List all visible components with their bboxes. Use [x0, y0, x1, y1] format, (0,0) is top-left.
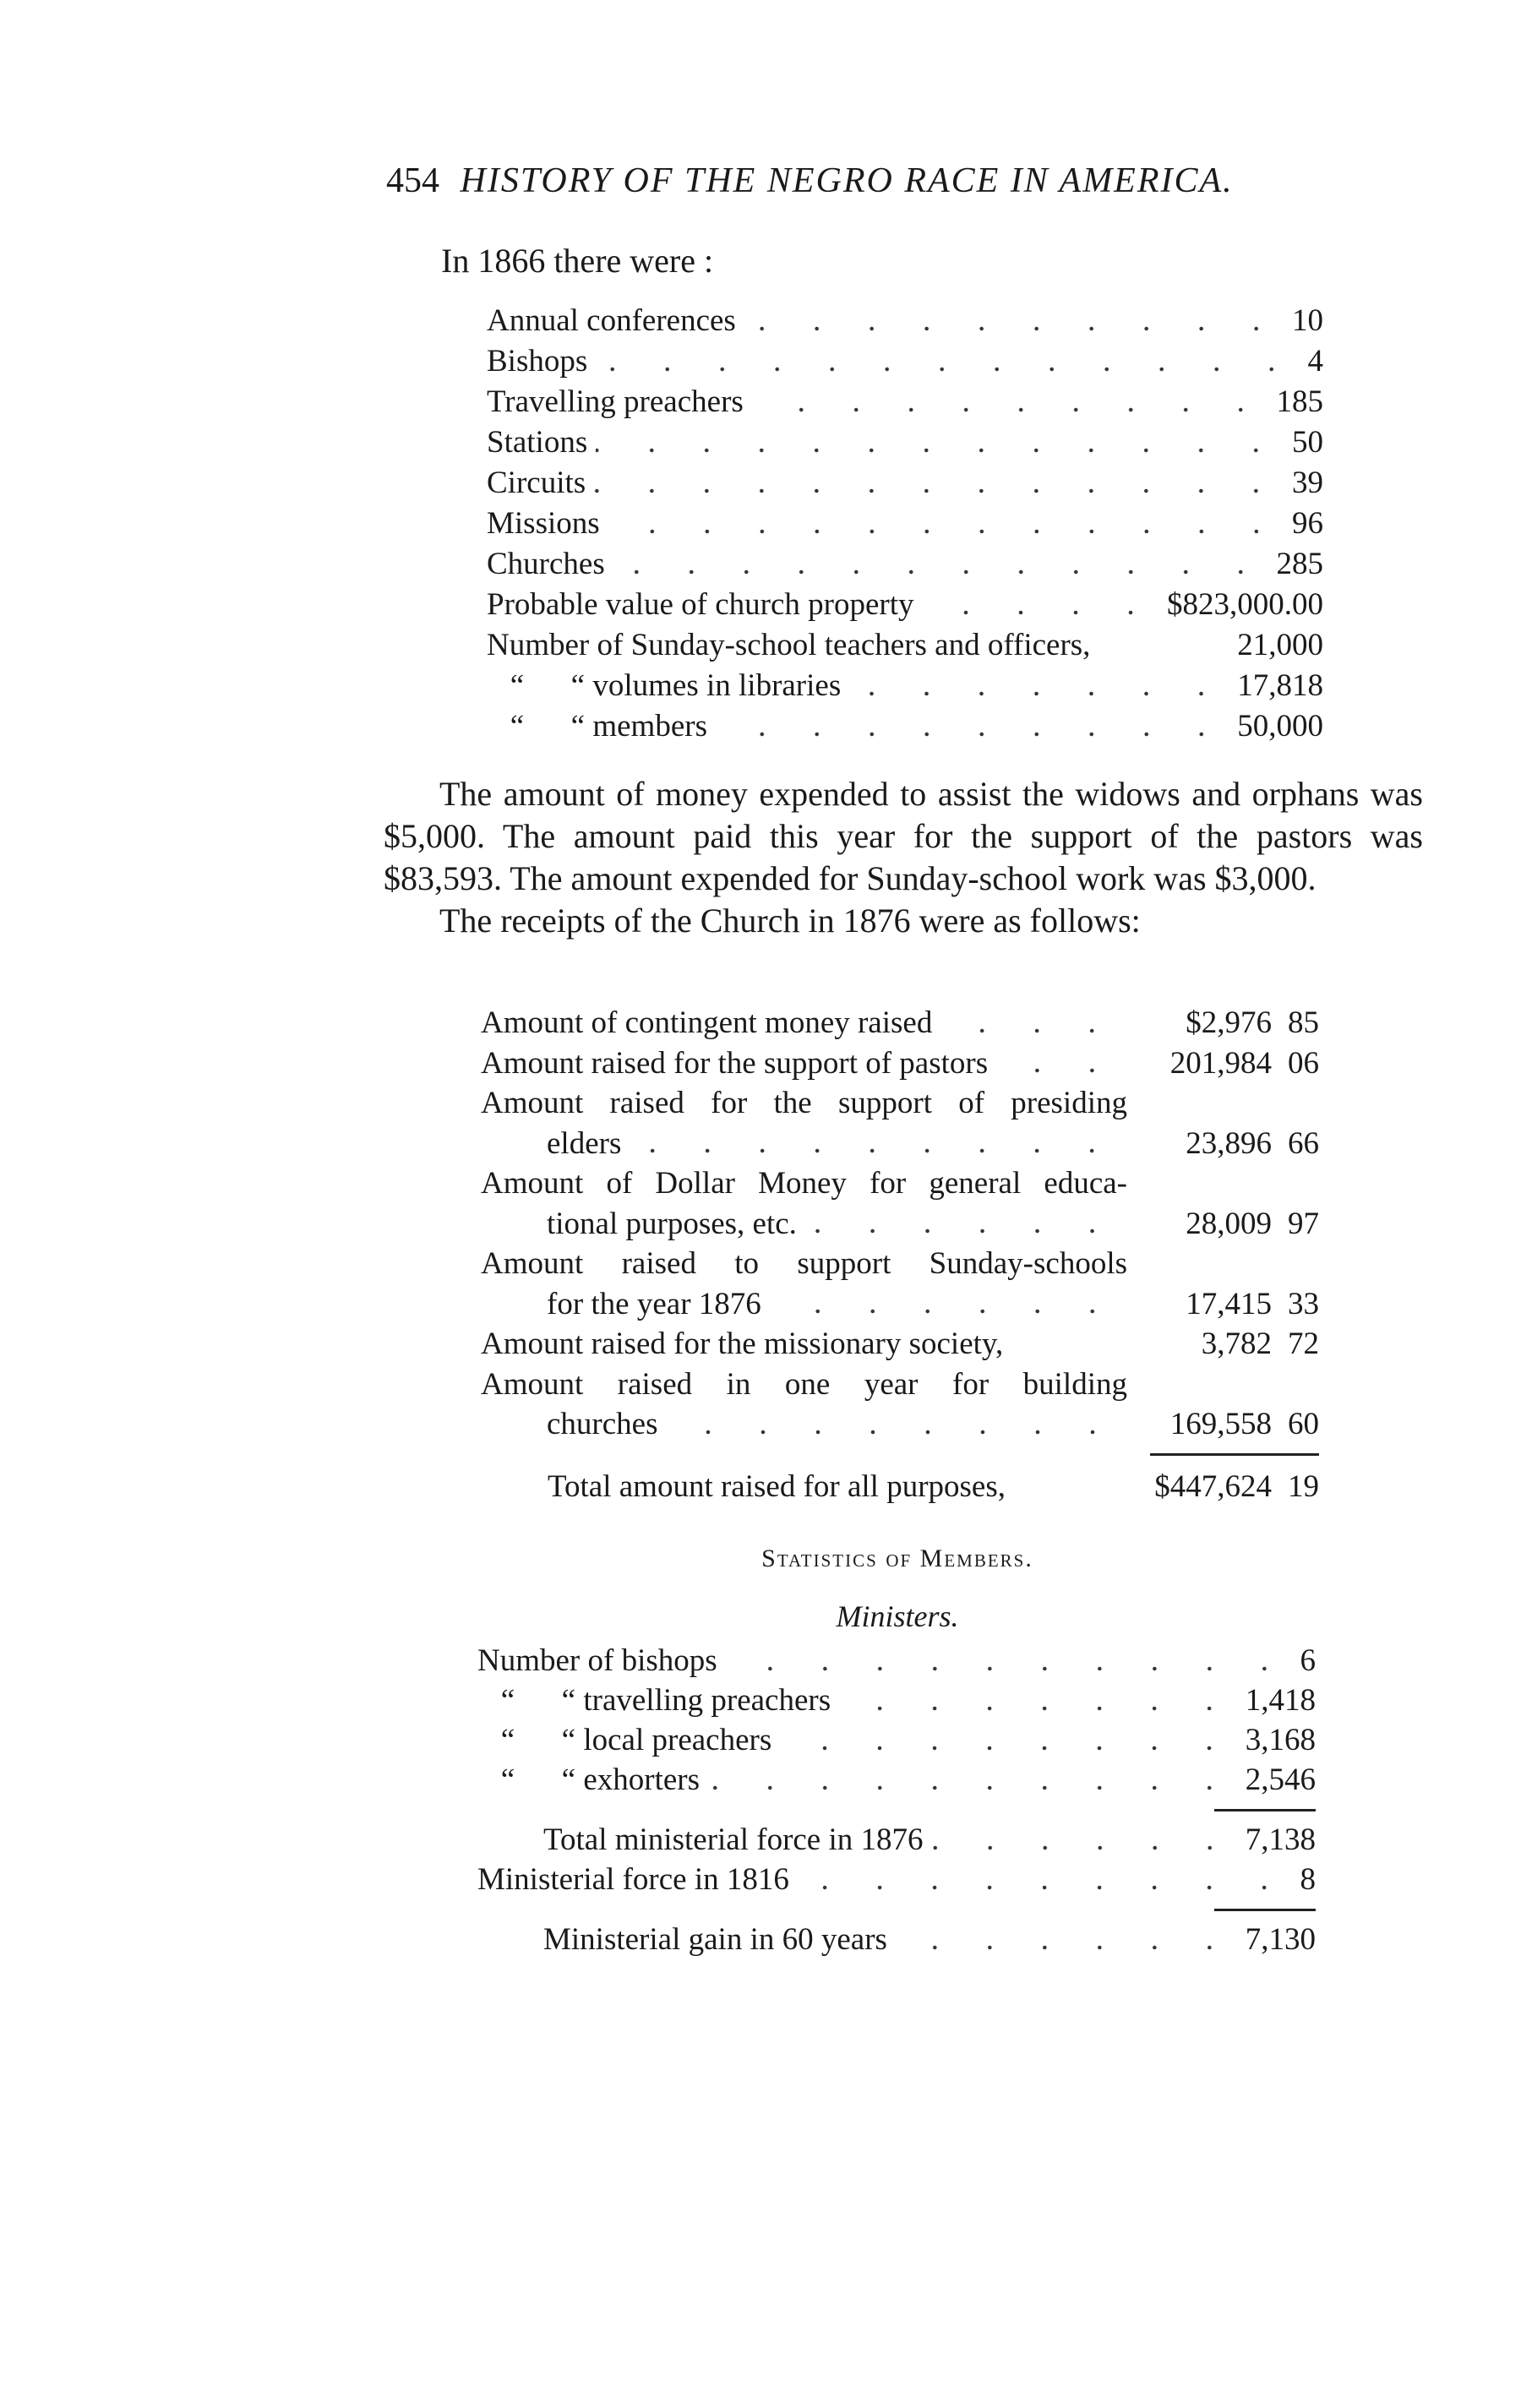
dot-leader — [708, 1784, 1237, 1792]
row-value: 96 — [1292, 506, 1323, 541]
row-cents: 97 — [1288, 1206, 1319, 1241]
dot-leader — [716, 730, 1229, 738]
receipts-table — [481, 1003, 1319, 1506]
dot-leader — [752, 406, 1268, 414]
row-label: Ministerial gain in 60 years — [543, 1922, 887, 1957]
row-cents: 33 — [1288, 1286, 1319, 1321]
body-paragraph — [384, 773, 1423, 942]
dot-leader — [996, 1066, 1120, 1075]
row-dollars: 23,896 — [1186, 1125, 1272, 1161]
table-row — [487, 666, 1323, 706]
row-label: Annual conferences — [487, 303, 736, 338]
table-row — [487, 706, 1323, 747]
dot-leader — [896, 1943, 1237, 1952]
row-label-line: Amount of Dollar Money for general educa- — [481, 1166, 1127, 1201]
row-value: $823,000.00 — [1167, 587, 1323, 622]
table-row — [481, 1124, 1319, 1164]
row-label: Missions — [487, 506, 600, 541]
table-row — [487, 341, 1323, 382]
row-label: “ “ travelling preachers — [477, 1683, 831, 1718]
table-row — [487, 301, 1323, 341]
dot-leader — [726, 1664, 1292, 1673]
table-row — [481, 1404, 1319, 1445]
table-row — [477, 1760, 1316, 1800]
table-row — [477, 1681, 1316, 1720]
row-value: 285 — [1276, 547, 1323, 581]
row-cents: 85 — [1288, 1005, 1319, 1040]
dot-leader — [940, 1027, 1120, 1035]
row-label: Amount of contingent money raised — [481, 1005, 933, 1040]
row-cents: 72 — [1288, 1327, 1319, 1361]
row-value: 2,546 — [1245, 1762, 1316, 1797]
row-value: 3,168 — [1245, 1723, 1316, 1757]
row-dollars: 28,009 — [1186, 1206, 1272, 1241]
row-value: 7,130 — [1245, 1922, 1316, 1957]
sum-rule — [1150, 1453, 1319, 1456]
row-label: Churches — [487, 547, 605, 581]
table-row — [481, 1003, 1319, 1043]
row-label: Probable value of church property — [487, 587, 914, 622]
row-value: 185 — [1276, 384, 1323, 419]
row-label: Number of bishops — [477, 1643, 717, 1678]
table-row — [477, 1920, 1316, 1959]
table-row — [481, 1324, 1319, 1365]
dot-leader — [596, 446, 1284, 455]
total-row — [481, 1467, 1319, 1507]
row-label: Amount raised for the support of pastors — [481, 1045, 989, 1081]
row-value: 39 — [1292, 466, 1323, 500]
total-cents: 19 — [1288, 1468, 1319, 1504]
table-row — [477, 1820, 1316, 1860]
row-label: Circuits — [487, 466, 586, 500]
total-label: Total amount raised for all purposes, — [548, 1468, 1006, 1504]
dot-leader — [613, 568, 1268, 576]
dot-leader — [594, 487, 1284, 495]
row-label: for the year 1876 — [547, 1286, 761, 1321]
row-value: 10 — [1292, 303, 1323, 338]
row-label: elders — [547, 1125, 622, 1161]
rule-row — [477, 1899, 1316, 1920]
row-value: 17,818 — [1237, 668, 1323, 703]
dot-leader — [922, 608, 1158, 617]
table-row — [487, 585, 1323, 625]
table-row — [477, 1860, 1316, 1899]
row-value: 50 — [1292, 425, 1323, 460]
row-value: 6 — [1300, 1643, 1316, 1678]
ministers-heading: Ministers. — [836, 1599, 959, 1633]
dot-leader — [932, 1844, 1237, 1852]
table-row — [487, 422, 1323, 463]
dot-leader — [608, 527, 1284, 536]
dot-leader — [596, 365, 1299, 373]
row-label-line: Amount raised to support Sunday-schools — [481, 1246, 1127, 1281]
row-dollars: $2,976 — [1186, 1005, 1272, 1040]
table-row — [477, 1720, 1316, 1760]
dot-leader — [780, 1744, 1237, 1752]
row-label: Bishops — [487, 344, 588, 379]
row-label: “ “ members — [487, 709, 707, 744]
row-label: Total ministerial force in 1876 — [543, 1822, 924, 1857]
receipts-intro: The receipts of the Church in 1876 were as follows: — [439, 902, 1141, 940]
table-row-wrapped — [481, 1083, 1319, 1124]
row-label: Ministerial force in 1816 — [477, 1862, 789, 1897]
sum-rule — [1214, 1809, 1316, 1811]
row-label: “ “ exhorters — [477, 1762, 701, 1797]
row-dollars: 3,782 — [1201, 1327, 1272, 1361]
running-header — [386, 161, 1366, 201]
table-row — [481, 1204, 1319, 1245]
row-label: “ “ local preachers — [477, 1723, 772, 1757]
table-row — [487, 463, 1323, 504]
dot-leader — [744, 324, 1284, 333]
row-label: Stations — [487, 425, 588, 460]
row-cents: 06 — [1288, 1045, 1319, 1081]
row-dollars: 201,984 — [1169, 1045, 1272, 1081]
table-row — [487, 382, 1323, 422]
row-value: 8 — [1300, 1862, 1316, 1897]
row-cents: 60 — [1288, 1407, 1319, 1441]
sum-rule — [1214, 1909, 1316, 1911]
table-1866 — [487, 301, 1323, 747]
table-row — [487, 625, 1323, 666]
dot-leader — [770, 1307, 1120, 1316]
row-cents: 66 — [1288, 1125, 1319, 1161]
table-row — [481, 1043, 1319, 1084]
row-dollars: 17,415 — [1186, 1286, 1272, 1321]
table-row-wrapped — [481, 1365, 1319, 1405]
row-value: 7,138 — [1245, 1822, 1316, 1857]
row-value: 4 — [1307, 344, 1323, 379]
page-number: 454 — [386, 161, 439, 200]
row-value: 50,000 — [1237, 709, 1323, 744]
ministers-table — [477, 1641, 1316, 1959]
row-label-line: Amount raised in one year for building — [481, 1366, 1127, 1402]
table-row — [481, 1284, 1319, 1325]
dot-leader — [798, 1883, 1292, 1892]
rule-row — [477, 1800, 1316, 1820]
dot-leader — [849, 689, 1229, 698]
row-dollars: 169,558 — [1169, 1407, 1272, 1441]
table-row — [477, 1641, 1316, 1681]
intro-1866: In 1866 there were : — [441, 242, 714, 280]
running-title: HISTORY OF THE NEGRO RACE IN AMERICA. — [460, 161, 1234, 200]
row-value: 1,418 — [1245, 1683, 1316, 1718]
dot-leader — [805, 1227, 1120, 1235]
row-label: Number of Sunday-school teachers and officers, — [487, 628, 1091, 662]
row-value: 21,000 — [1237, 628, 1323, 662]
table-row — [487, 504, 1323, 544]
total-dollars: $447,624 — [1154, 1468, 1272, 1504]
row-label-line: Amount raised for the support of presiding — [481, 1086, 1127, 1120]
statistics-heading: Statistics of Members. — [761, 1544, 1033, 1572]
row-label: Amount raised for the missionary society, — [481, 1327, 1004, 1361]
table-row-wrapped — [481, 1244, 1319, 1284]
dot-leader — [667, 1428, 1120, 1436]
table-row — [487, 544, 1323, 585]
row-label: churches — [547, 1407, 658, 1441]
dot-leader — [839, 1704, 1237, 1713]
paragraph-expenditures: The amount of money expended to assist the widows and orphans was $5,000. The amount paid this year for the support of the pastors was $83,593. The amount expended for Sunday-school work was $3,000. — [384, 775, 1423, 897]
row-label: Travelling preachers — [487, 384, 744, 419]
row-label: tional purposes, etc. — [547, 1206, 797, 1241]
table-row-wrapped — [481, 1163, 1319, 1204]
rule-row — [481, 1445, 1319, 1465]
row-label: “ “ volumes in libraries — [487, 668, 842, 703]
dot-leader — [630, 1147, 1120, 1155]
